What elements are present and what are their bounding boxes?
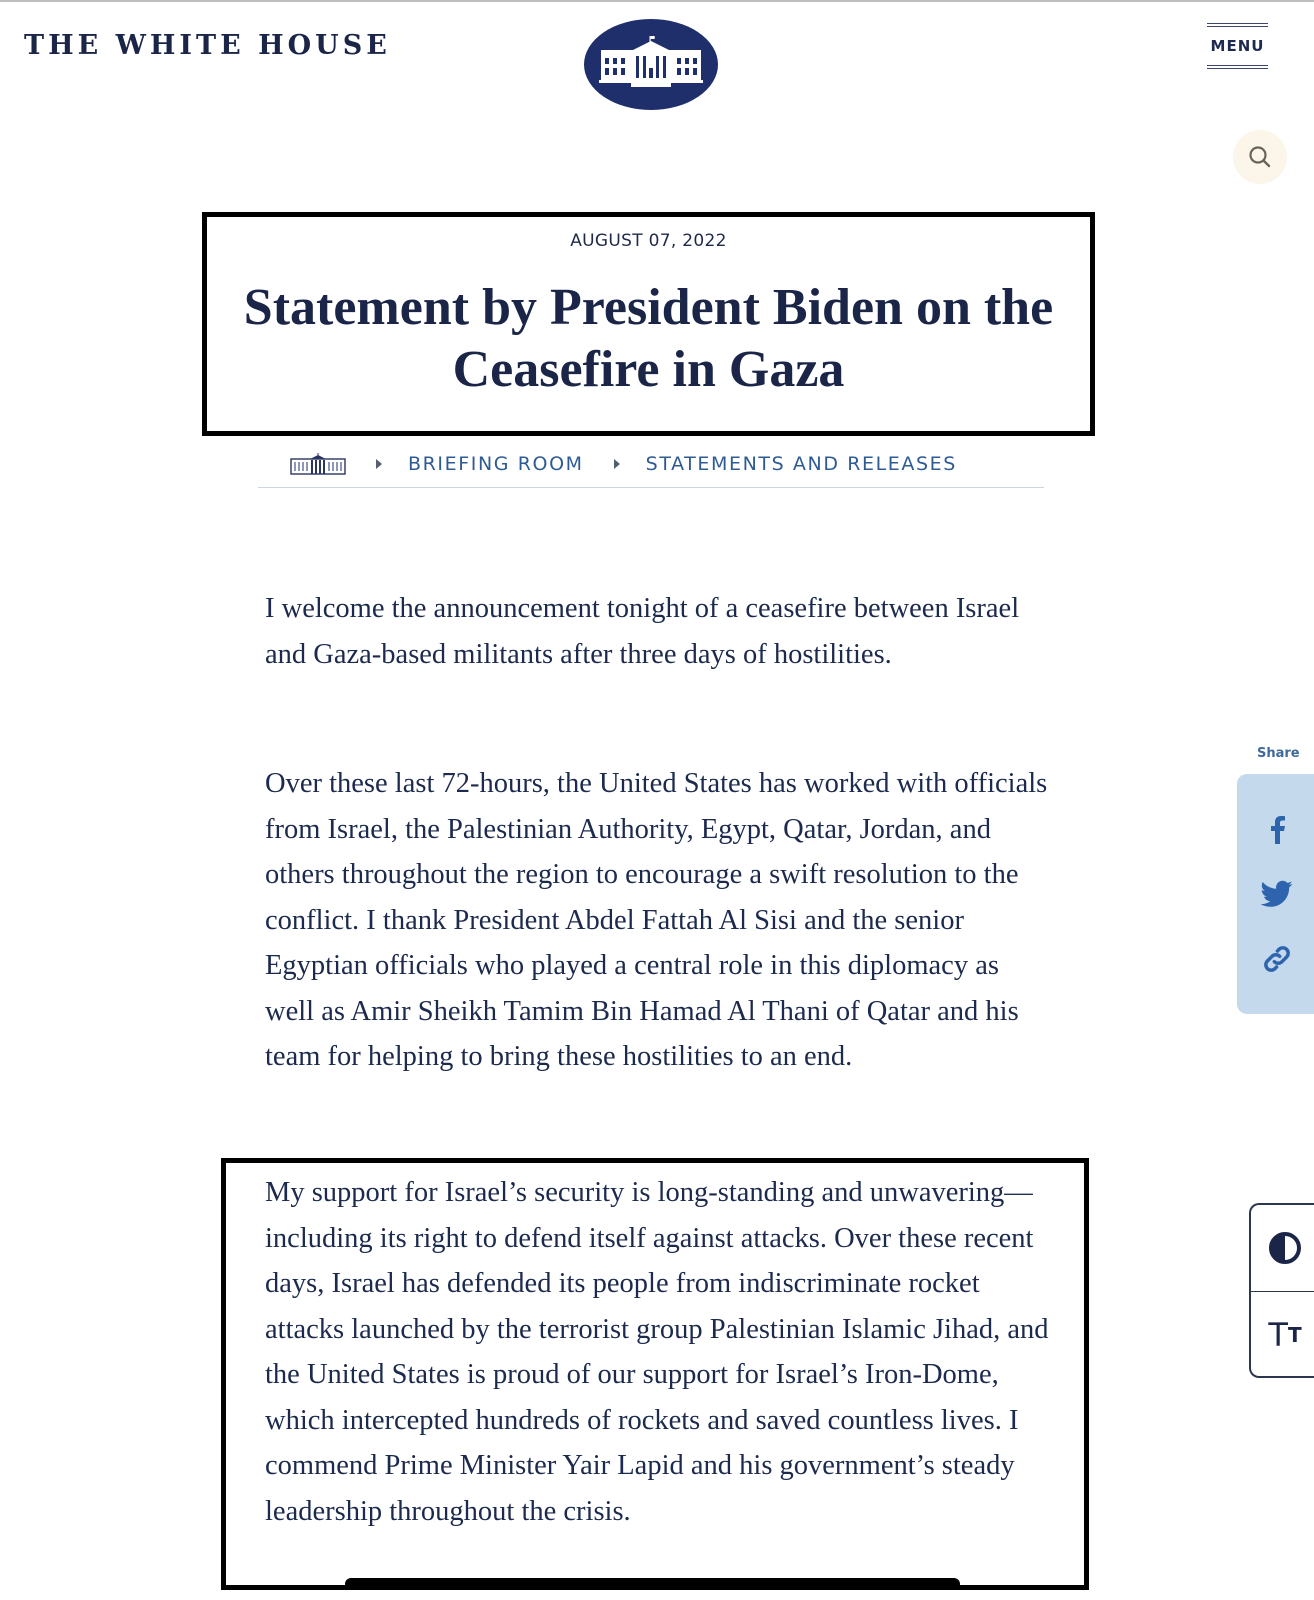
- site-title[interactable]: THE WHITE HOUSE: [24, 30, 391, 61]
- top-divider: [0, 0, 1314, 2]
- menu-top-bar: [1207, 23, 1268, 27]
- breadcrumb-briefing-room[interactable]: BRIEFING ROOM: [408, 453, 584, 475]
- contrast-toggle-button[interactable]: [1251, 1205, 1314, 1292]
- article-paragraph: I welcome the announcement tonight of a ceasefire between Israel and Gaza-based militants after three days of hostilities.: [265, 593, 1020, 670]
- twitter-icon: [1261, 880, 1293, 908]
- menu-button[interactable]: [1206, 23, 1269, 69]
- share-twitter-button[interactable]: [1237, 869, 1314, 919]
- breadcrumb-separator-icon: [614, 459, 620, 469]
- white-house-seal-icon[interactable]: [583, 18, 719, 111]
- search-icon: [1247, 144, 1273, 170]
- article-title: Statement by President Biden on the Ceasefire in Gaza: [243, 279, 1054, 398]
- facebook-icon: [1268, 814, 1286, 844]
- link-icon: [1261, 943, 1293, 975]
- share-panel: [1237, 774, 1314, 1014]
- text-size-button[interactable]: [1251, 1292, 1314, 1378]
- share-copy-link-button[interactable]: [1237, 934, 1314, 984]
- article-header: [202, 212, 1095, 436]
- accessibility-panel: [1249, 1203, 1314, 1378]
- text-size-icon-small: T: [1287, 1323, 1302, 1347]
- article-date: AUGUST 07, 2022: [570, 231, 727, 251]
- article-paragraph: Over these last 72-hours, the United States has worked with officials from Israel, the Palestinian Authority, Egypt, Qatar, Jordan, and others throughout the region to encourage a swift resolution to the conflict. I thank President Abdel Fattah Al Sisi and the senior Egyptian officials who played a central role in this diplomacy as well as Amir Sheikh Tamim Bin Hamad Al Thani of Qatar and his team for helping to bring these hostilities to an end.: [265, 768, 1048, 1072]
- breadcrumb-statements-and-releases[interactable]: STATEMENTS AND RELEASES: [645, 453, 957, 475]
- article-paragraph: My support for Israel’s security is long-standing and unwavering—including its right to defend itself against attacks. Over these recent days, Israel has defended its people from indiscriminate rocket attacks launched by the terrorist group Palestinian Islamic Jihad, and the United States is proud of our support for Israel’s Iron-Dome, which intercepted hundreds of rockets and saved countless lives. I commend Prime Minister Yair Lapid and his government’s steady leadership throughout the crisis.: [265, 1177, 1049, 1527]
- share-label: Share: [1257, 746, 1300, 761]
- breadcrumb-separator-icon: [376, 459, 382, 469]
- search-button[interactable]: [1233, 130, 1287, 184]
- contrast-icon: [1268, 1231, 1302, 1265]
- white-house-icon[interactable]: [290, 453, 346, 475]
- home-indicator[interactable]: [345, 1578, 960, 1590]
- text-size-icon-large: T: [1268, 1316, 1288, 1354]
- menu-bottom-bar: [1207, 65, 1268, 69]
- breadcrumb: [258, 441, 1044, 488]
- menu-label: MENU: [1210, 37, 1265, 55]
- share-facebook-button[interactable]: [1237, 804, 1314, 854]
